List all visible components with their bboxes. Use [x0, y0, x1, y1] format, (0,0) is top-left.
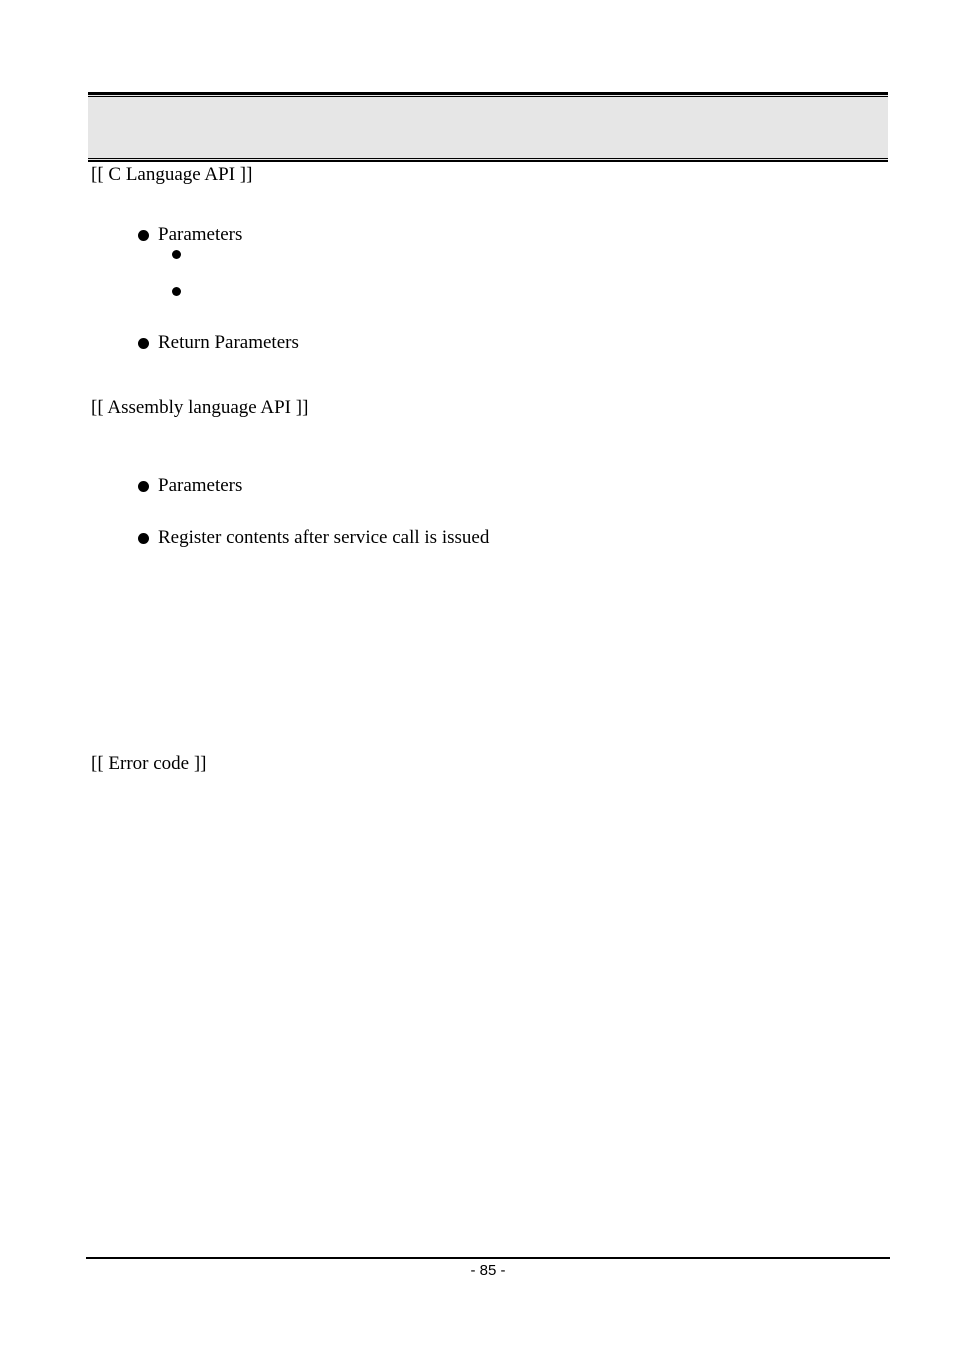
c-api-heading: [[ C Language API ]] — [91, 164, 253, 185]
c-api-parameters-item — [138, 224, 242, 246]
asm-api-parameters-item — [138, 475, 242, 497]
header-bottom-rule — [88, 160, 888, 162]
header-top-rule — [88, 92, 888, 95]
c-api-return-parameters-item — [138, 332, 299, 354]
asm-api-register-contents-label: Register contents after service call is issued — [158, 527, 490, 548]
sub-bullet-icon — [172, 250, 181, 259]
page-header-band — [88, 92, 888, 162]
header-bottom-rule-thin — [88, 158, 888, 159]
footer-rule — [86, 1257, 890, 1259]
sub-bullet-icon — [172, 287, 181, 296]
c-api-parameters-label: Parameters — [158, 224, 243, 245]
bullet-icon — [138, 481, 149, 492]
asm-api-register-contents-item — [138, 527, 489, 549]
bullet-icon — [138, 338, 149, 349]
header-top-rule-thin — [88, 96, 888, 97]
page-number: - 85 - — [470, 1262, 506, 1279]
bullet-icon — [138, 230, 149, 241]
error-code-heading: [[ Error code ]] — [91, 753, 207, 774]
c-api-return-parameters-label: Return Parameters — [158, 332, 299, 353]
bullet-icon — [138, 533, 149, 544]
asm-api-heading: [[ Assembly language API ]] — [91, 397, 309, 418]
asm-api-parameters-label: Parameters — [158, 475, 243, 496]
